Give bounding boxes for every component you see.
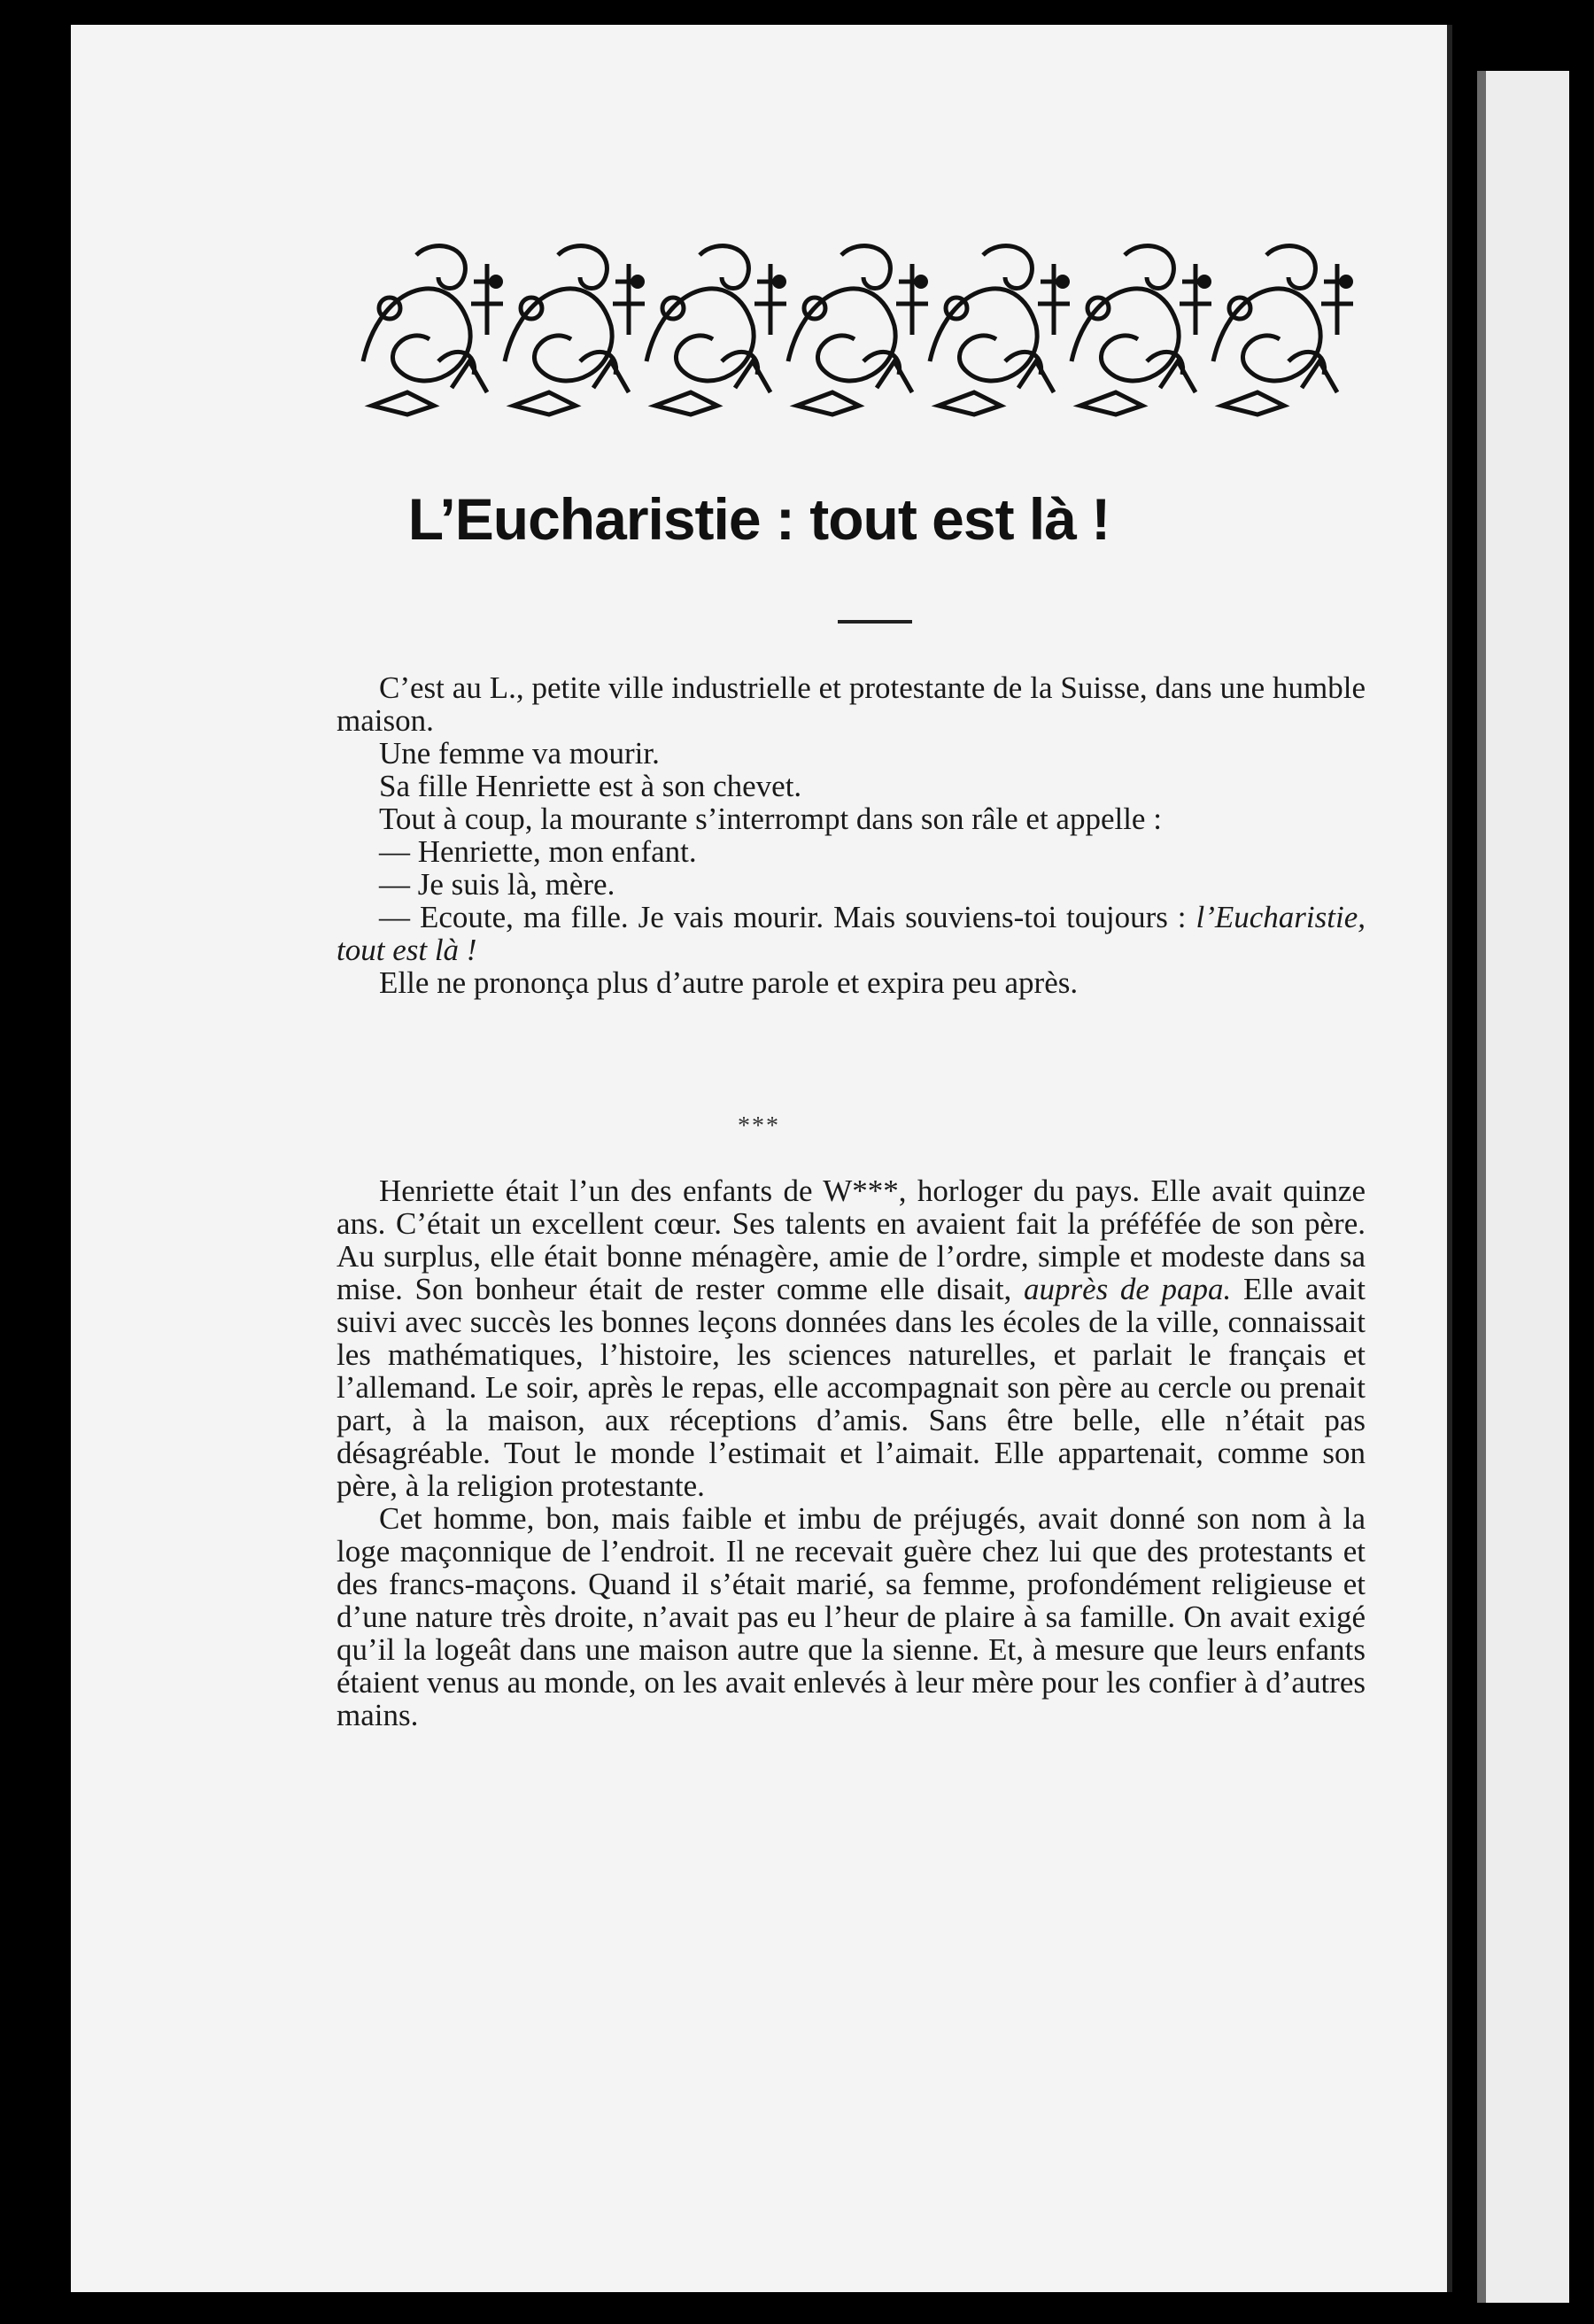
page-gutter	[1477, 71, 1486, 2303]
paragraph-text: Henriette était l’un des enfants de W***, horloger du pays. Elle avait quinze ans. C’était un excellent cœur. Ses talents en avaient fait la préféfée de son père. Au surplus, elle était bonne ménagère, amie de l’ordre, simple et modeste dans sa mise. Son bonheur était de rester comme elle disait,	[337, 1174, 1366, 1306]
paragraph: C’est au L., petite ville industrielle et protestante de la Suisse, dans une humble maison.	[337, 670, 1366, 738]
section-2	[337, 1174, 1366, 1731]
dialogue-line: — Je suis là, mère.	[379, 867, 615, 902]
book-page	[71, 25, 1452, 2292]
floral-ornament-header	[354, 229, 1364, 423]
dialogue-line	[337, 901, 1366, 966]
dialogue-text: — Ecoute, ma fille. Je vais mourir. Mais souviens-toi toujours :	[379, 900, 1196, 934]
title-rule	[838, 620, 912, 624]
adjacent-page-edge	[1477, 71, 1569, 2303]
paragraph: Une femme va mourir.	[379, 736, 660, 771]
paragraph-text: Elle avait suivi avec succès les bonnes leçons données dans les écoles de la ville, connaissait les mathématiques, l’histoire, les sciences naturelles, et parlait le français et l’allemand. Le soir, après le repas, elle accompagnait son père au cercle ou prenait part, à la maison, aux réceptions d’amis. Sans être belle, elle n’était pas désagréable. Tout le monde l’estimait et l’aimait. Elle appartenait, comme son père, à la religion protestante.	[337, 1272, 1366, 1503]
paragraph: Sa fille Henriette est à son chevet.	[379, 769, 802, 803]
paragraph: Cet homme, bon, mais faible et imbu de préjugés, avait donné son nom à la loge maçonnique de l’endroit. Il ne recevait guère chez lui que des protestants et des francs-maçons. Quand il s’était marié, sa femme, profondément religieuse et d’une nature très droite, n’avait pas eu l’heur de plaire à sa famille. On avait exigé qu’il la logeât dans une maison autre que la sienne. Et, à mesure que leurs enfants étaient venus au monde, on les avait enlevés à leur mère pour les confier à d’autres mains.	[337, 1501, 1366, 1732]
dialogue-line: — Henriette, mon enfant.	[379, 834, 697, 869]
paragraph: Tout à coup, la mourante s’interrompt dans son râle et appelle :	[379, 802, 1162, 836]
paragraph: Elle ne prononça plus d’autre parole et expira peu après.	[379, 965, 1079, 1000]
italic-quote: l’Eucharistie, tout est là !	[337, 900, 1366, 967]
section-1	[337, 671, 1366, 999]
chapter-title: L’Eucharistie : tout est là !	[407, 486, 1110, 552]
paragraph	[337, 1174, 1366, 1502]
section-separator: ***	[738, 1112, 780, 1140]
italic-phrase: auprès de papa.	[1023, 1272, 1232, 1306]
